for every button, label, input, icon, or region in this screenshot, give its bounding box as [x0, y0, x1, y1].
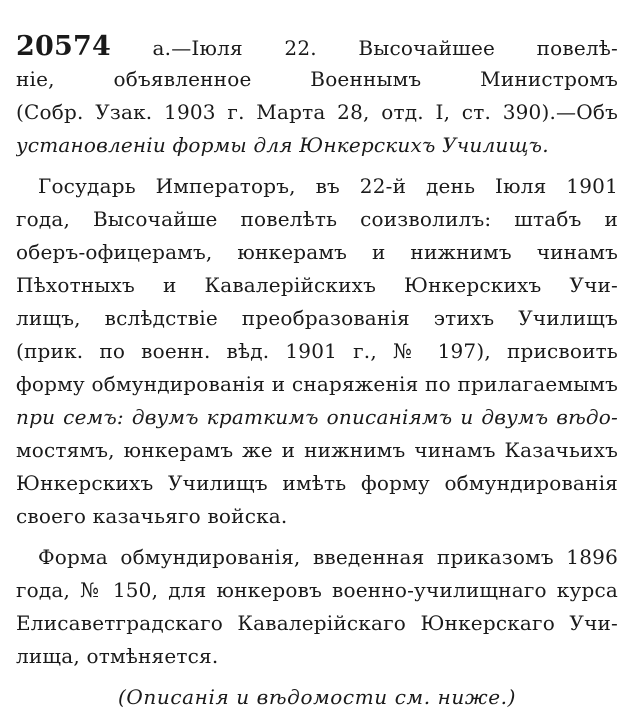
paragraph-1-line: оберъ-офицерамъ, юнкерамъ и нижнимъ чинамъ — [16, 240, 618, 264]
footer-note: (Описанія и вѣдомости см. ниже.) — [117, 685, 516, 709]
paragraph-1-line: форму обмундированія и снаряженія по прилагаемымъ — [16, 372, 618, 396]
decree-header — [16, 30, 618, 162]
paragraph-2-line: Форма обмундированія, введенная приказомъ 1896 — [38, 545, 618, 569]
paragraph-1-line: Пѣхотныхъ и Кавалерійскихъ Юнкерскихъ Учи- — [16, 273, 618, 297]
header-line-3: (Собр. Узак. 1903 г. Марта 28, отд. I, ст. 390).—Объ — [16, 100, 618, 124]
paragraph-2-line: года, № 150, для юнкеровъ военно-училищнаго курса — [16, 578, 618, 602]
header-line-2: ніе, объявленное Военнымъ Министромъ — [16, 67, 618, 91]
paragraph-1-line-italic: при семъ: двумъ краткимъ описаніямъ и двумъ вѣдо- — [16, 405, 618, 429]
paragraph-1 — [16, 170, 618, 533]
paragraph-2-line: Елисаветградскаго Кавалерійскаго Юнкерскаго Учи- — [16, 611, 618, 635]
paragraph-1-line: лищъ, вслѣдствіе преобразованія этихъ Училищъ — [16, 306, 618, 330]
paragraph-1-line: мостямъ, юнкерамъ же и нижнимъ чинамъ Казачьихъ — [16, 438, 618, 462]
header-line-1-text: а.—Іюля 22. Высочайшее повелѣ- — [152, 36, 618, 60]
header-line-1 — [16, 30, 618, 63]
paragraph-1-line: Юнкерскихъ Училищъ имѣть форму обмундированія — [16, 471, 618, 495]
paragraph-1-line: своего казачьяго войска. — [16, 504, 288, 528]
header-title-line: установленіи формы для Юнкерскихъ Училищъ. — [16, 133, 549, 157]
paragraph-2 — [16, 541, 618, 673]
paragraph-1-line: года, Высочайше повелѣть соизволилъ: штабъ и — [16, 207, 618, 231]
paragraph-2-line: лища, отмѣняется. — [16, 644, 219, 668]
paragraph-1-line: Государь Императоръ, въ 22-й день Іюля 1901 — [38, 174, 618, 198]
decree-number: 20574 — [16, 31, 111, 62]
paragraph-1-line: (прик. по военн. вѣд. 1901 г., № 197), присвоить — [16, 339, 618, 363]
